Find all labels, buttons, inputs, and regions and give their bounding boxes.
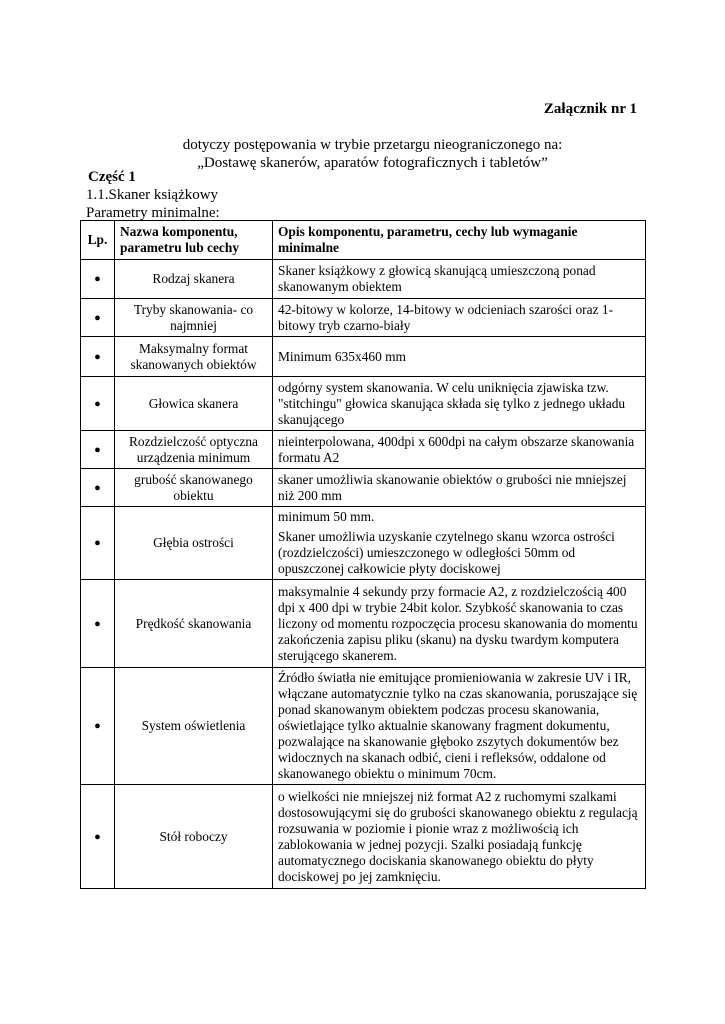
table-row	[81, 580, 646, 668]
component-description	[273, 431, 646, 469]
description-paragraph: skaner umożliwia skanowanie obiektów o grubości nie mniejszej niż 200 mm	[278, 471, 627, 503]
part-heading: Część 1	[88, 169, 136, 185]
component-name: grubość skanowanego obiektu	[115, 469, 273, 507]
component-description	[273, 377, 646, 431]
component-name: System oświetlenia	[115, 668, 273, 785]
component-description	[273, 668, 646, 785]
intro-line-2: „Dostawę skanerów, aparatów fotograficznych i tabletów”	[197, 155, 548, 171]
bullet-icon: ●	[81, 580, 115, 668]
table-row	[81, 507, 646, 580]
table-row	[81, 785, 646, 889]
table-row	[81, 337, 646, 377]
component-name: Głębia ostrości	[115, 507, 273, 580]
description-paragraph: Źródło światła nie emitujące promieniowania w zakresie UV i IR, włączane automatycznie tylko na czas skanowania, poruszające się ponad skanowanym obiektem podczas procesu skanowania, oświetlające tylko aktualnie skanowany fragment dokumentu, pozwalające na skanowanie głęboko zszytych dokumentów bez widocznych na skanach odbić, cieni i refleksów, oddalone od skanowanego obiektu o minimum 70cm.	[278, 670, 638, 781]
component-name: Prędkość skanowania	[115, 580, 273, 668]
bullet-icon: ●	[81, 785, 115, 889]
bullet-icon: ●	[81, 337, 115, 377]
bullet-icon: ●	[81, 507, 115, 580]
description-paragraph: minimum 50 mm.	[278, 509, 375, 524]
component-description	[273, 469, 646, 507]
component-name: Maksymalny format skanowanych obiektów	[115, 337, 273, 377]
component-description	[273, 299, 646, 337]
col-header-name: Nazwa komponentu, parametru lub cechy	[115, 221, 273, 260]
description-paragraph: maksymalnie 4 sekundy przy formacie A2, z rozdzielczością 400 dpi x 400 dpi w trybie 24bit kolor. Szybkość skanowania to czas liczony od momentu rozpoczęcia procesu skanowania do momentu zakończenia zapisu pliku (skanu) na dysku twardym komputera sterującego skanerem.	[278, 583, 638, 663]
table-row	[81, 299, 646, 337]
params-label: Parametry minimalne:	[86, 205, 220, 221]
component-name: Rozdzielczość optyczna urządzenia minimum	[115, 431, 273, 469]
description-paragraph: 42-bitowy w kolorze, 14-bitowy w odcieniach szarości oraz 1-bitowy tryb czarno-biały	[278, 301, 614, 333]
component-description	[273, 507, 646, 580]
description-paragraph: Skaner książkowy z głowicą skanującą umieszczoną ponad skanowanym obiektem	[278, 263, 596, 294]
component-name: Stół roboczy	[115, 785, 273, 889]
description-paragraph: o wielkości nie mniejszej niż format A2 z ruchomymi szalkami dostosowującymi się do grubości skanowanego obiektu z regulacją rozsuwania w poziomie i pionie wraz z możliwością ich zablokowania w jednej pozycji. Szalki posiadają funkcję automatycznego dociskania skanowanego obiektu do płyty dociskowej po jej zamknięciu.	[278, 788, 638, 884]
intro-line-1: dotyczy postępowania w trybie przetargu nieograniczonego na:	[182, 137, 563, 153]
table-header-row	[81, 221, 646, 260]
col-header-desc: Opis komponentu, parametru, cechy lub wymaganie minimalne	[273, 221, 646, 260]
component-name: Tryby skanowania- co najmniej	[115, 299, 273, 337]
component-description	[273, 580, 646, 668]
component-description	[273, 260, 646, 299]
table-body	[81, 260, 646, 889]
annex-title: Załącznik nr 1	[543, 101, 637, 117]
bullet-icon: ●	[81, 469, 115, 507]
description-paragraph: Minimum 635x460 mm	[278, 348, 406, 364]
table-row	[81, 377, 646, 431]
table-row	[81, 260, 646, 299]
intro	[0, 136, 725, 172]
description-paragraph: odgórny system skanowania. W celu uniknięcia zjawiska tzw. "stitchingu" głowica skanująca składa się tylko z jednego układu skanującego	[278, 379, 626, 427]
description-paragraph: Skaner umożliwia uzyskanie czytelnego skanu wzorca ostrości (rozdzielczości) umieszczonego w odległości 50mm od opuszczonej całkowicie płyty dociskowej	[278, 529, 615, 576]
component-description	[273, 785, 646, 889]
bullet-icon: ●	[81, 431, 115, 469]
component-name: Głowica skanera	[115, 377, 273, 431]
bullet-icon: ●	[81, 260, 115, 299]
table-row	[81, 469, 646, 507]
description-paragraph: nieinterpolowana, 400dpi x 600dpi na całym obszarze skanowania formatu A2	[278, 433, 635, 465]
col-header-lp: Lp.	[81, 221, 115, 260]
bullet-icon: ●	[81, 299, 115, 337]
table-row	[81, 668, 646, 785]
table-row	[81, 431, 646, 469]
spec-table	[80, 220, 646, 889]
bullet-icon: ●	[81, 668, 115, 785]
component-description	[273, 337, 646, 377]
bullet-icon: ●	[81, 377, 115, 431]
component-name: Rodzaj skanera	[115, 260, 273, 299]
subsection-heading: 1.1.Skaner książkowy	[86, 187, 219, 203]
